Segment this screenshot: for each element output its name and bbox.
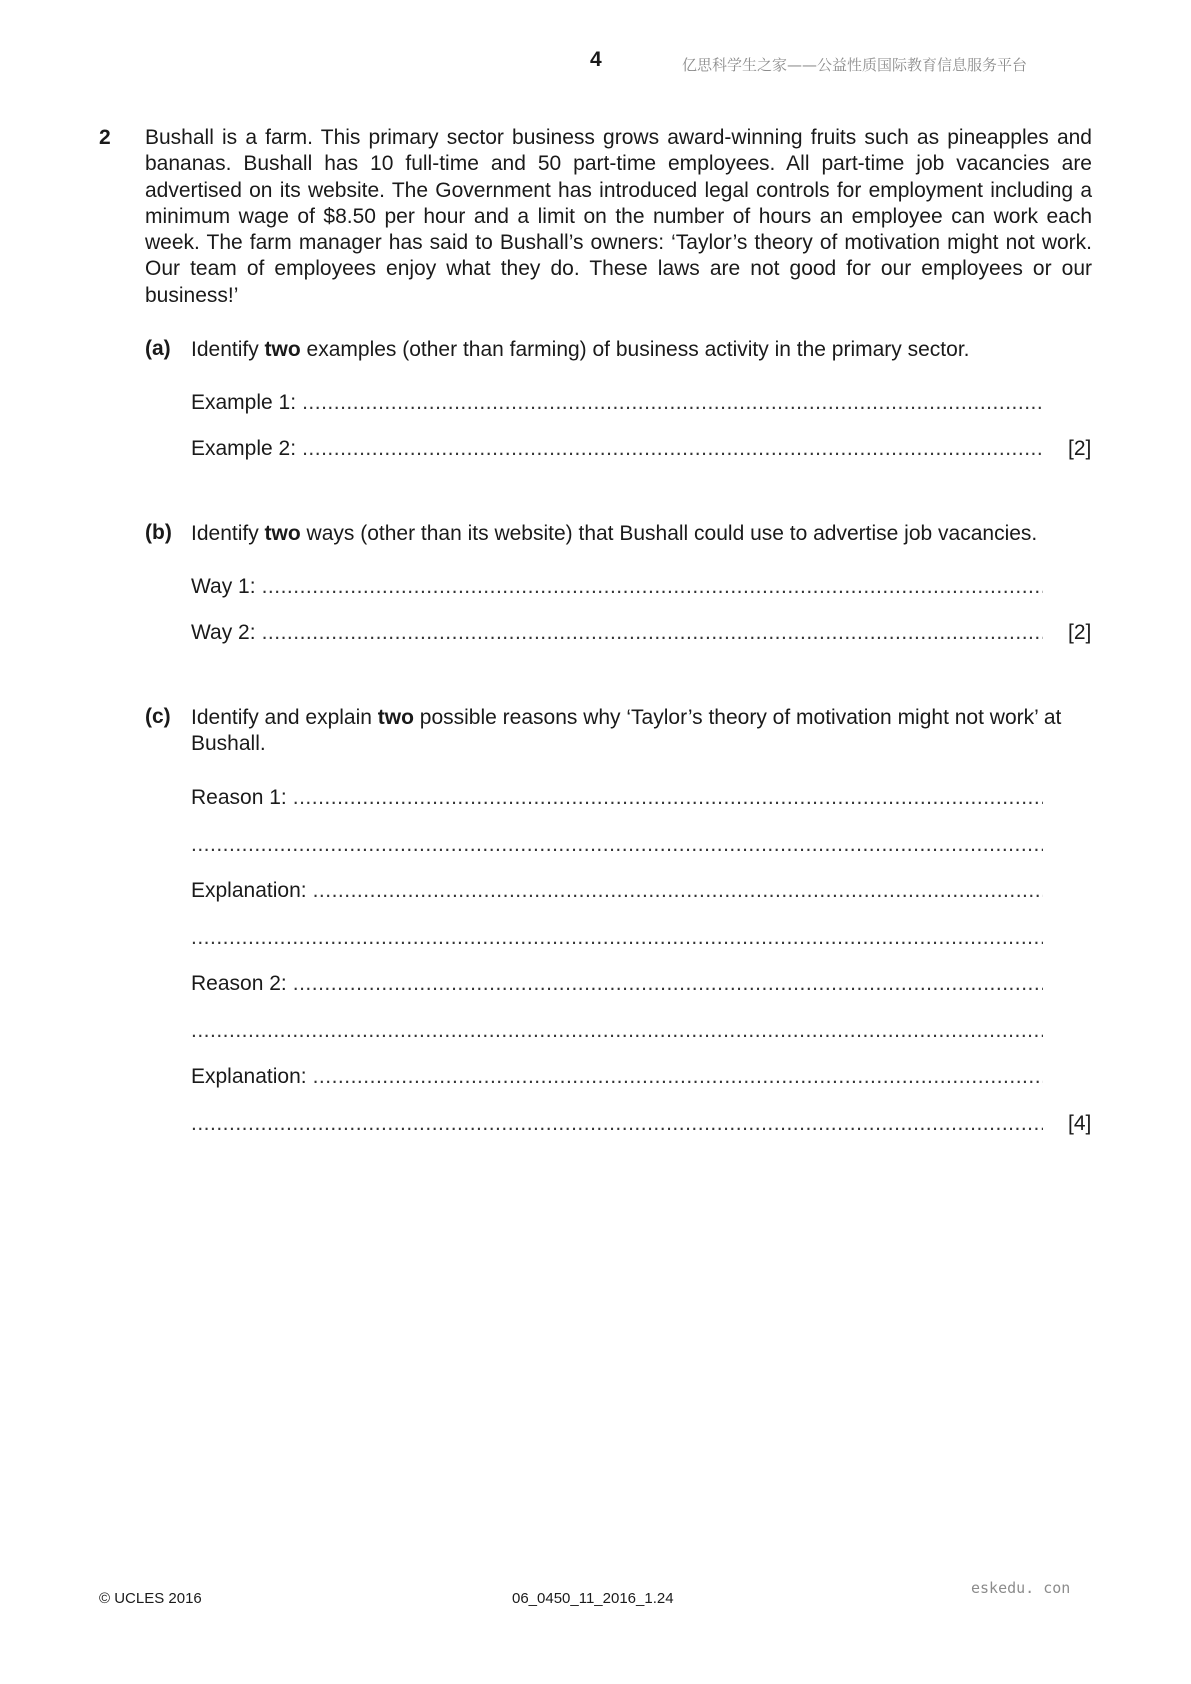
dotted-answer-line	[293, 972, 1043, 996]
part-b-prompt	[191, 521, 1091, 547]
document-code: 06_0450_11_2016_1.24	[512, 1590, 674, 1607]
explanation-2-label: Explanation:	[191, 1065, 307, 1088]
answer-line-explanation-2[interactable]	[191, 1065, 1043, 1091]
part-a-marks: [2]	[1068, 437, 1092, 460]
answer-line-example-2[interactable]	[191, 437, 1043, 463]
part-b-prompt-start: Identify	[191, 522, 265, 545]
part-b-prompt-end: ways (other than its website) that Bushall could use to advertise job vacancies.	[300, 522, 1038, 545]
dotted-answer-line	[313, 879, 1043, 903]
answer-line-example-1[interactable]	[191, 391, 1043, 417]
dotted-answer-line	[302, 437, 1043, 461]
part-a-prompt-end: examples (other than farming) of business activity in the primary sector.	[300, 338, 970, 361]
answer-line-explanation-1-continued[interactable]	[191, 926, 1043, 952]
part-c-prompt	[191, 705, 1091, 758]
copyright: © UCLES 2016	[99, 1590, 202, 1607]
part-a-prompt-bold: two	[264, 338, 301, 361]
dotted-answer-line	[191, 833, 1043, 857]
answer-line-reason-1-continued[interactable]	[191, 833, 1043, 859]
part-c-prompt-start: Identify and explain	[191, 706, 378, 729]
dotted-answer-line	[302, 391, 1043, 415]
explanation-1-label: Explanation:	[191, 879, 307, 902]
way-2-label: Way 2:	[191, 621, 256, 644]
dotted-answer-line	[191, 1019, 1043, 1043]
answer-line-reason-2-continued[interactable]	[191, 1019, 1043, 1045]
part-b-marks: [2]	[1068, 621, 1092, 644]
question-number: 2	[99, 126, 111, 149]
reason-2-label: Reason 2:	[191, 972, 287, 995]
part-c-marks: [4]	[1068, 1112, 1092, 1135]
way-1-label: Way 1:	[191, 575, 256, 598]
dotted-answer-line	[191, 1112, 1043, 1136]
dotted-answer-line	[262, 575, 1043, 599]
watermark-header: 亿思科学生之家——公益性质国际教育信息服务平台	[682, 56, 1028, 74]
dotted-answer-line	[191, 926, 1043, 950]
part-c-prompt-bold: two	[377, 706, 414, 729]
question-stem: Bushall is a farm. This primary sector business grows award-winning fruits such as pineapples and bananas. Bushall has 10 full-time and 50 part-time employees. All part-time job vacancies are advertised on its website. The Government has introduced legal controls for employment including a minimum wage of $8.50 per hour and a limit on the number of hours an employee can work each week. The farm manager has said to Bushall’s owners: ‘Taylor’s theory of motivation might not work. Our team of employees enjoy what they do. These laws are not good for our employees or our business!’	[145, 126, 1092, 307]
example-2-label: Example 2:	[191, 437, 297, 460]
example-1-label: Example 1:	[191, 391, 297, 414]
dotted-answer-line	[313, 1065, 1043, 1089]
answer-line-way-2[interactable]	[191, 621, 1043, 647]
dotted-answer-line	[293, 786, 1043, 810]
part-b-label: (b)	[145, 521, 172, 544]
page-number: 4	[590, 48, 602, 71]
reason-1-label: Reason 1:	[191, 786, 287, 809]
watermark-footer: eskedu. con	[971, 1579, 1071, 1597]
answer-line-explanation-2-continued[interactable]	[191, 1112, 1043, 1138]
part-a-label: (a)	[145, 337, 171, 360]
answer-line-explanation-1[interactable]	[191, 879, 1043, 905]
part-a-prompt	[191, 337, 1091, 363]
part-c-label: (c)	[145, 705, 171, 728]
dotted-answer-line	[262, 621, 1043, 645]
part-b-prompt-bold: two	[264, 522, 301, 545]
answer-line-way-1[interactable]	[191, 575, 1043, 601]
part-c-prompt-end: possible reasons why ‘Taylor’s theory of motivation might not work’ at Bushall.	[191, 706, 1062, 756]
part-a-prompt-start: Identify	[191, 338, 265, 361]
answer-line-reason-1[interactable]	[191, 786, 1043, 812]
answer-line-reason-2[interactable]	[191, 972, 1043, 998]
